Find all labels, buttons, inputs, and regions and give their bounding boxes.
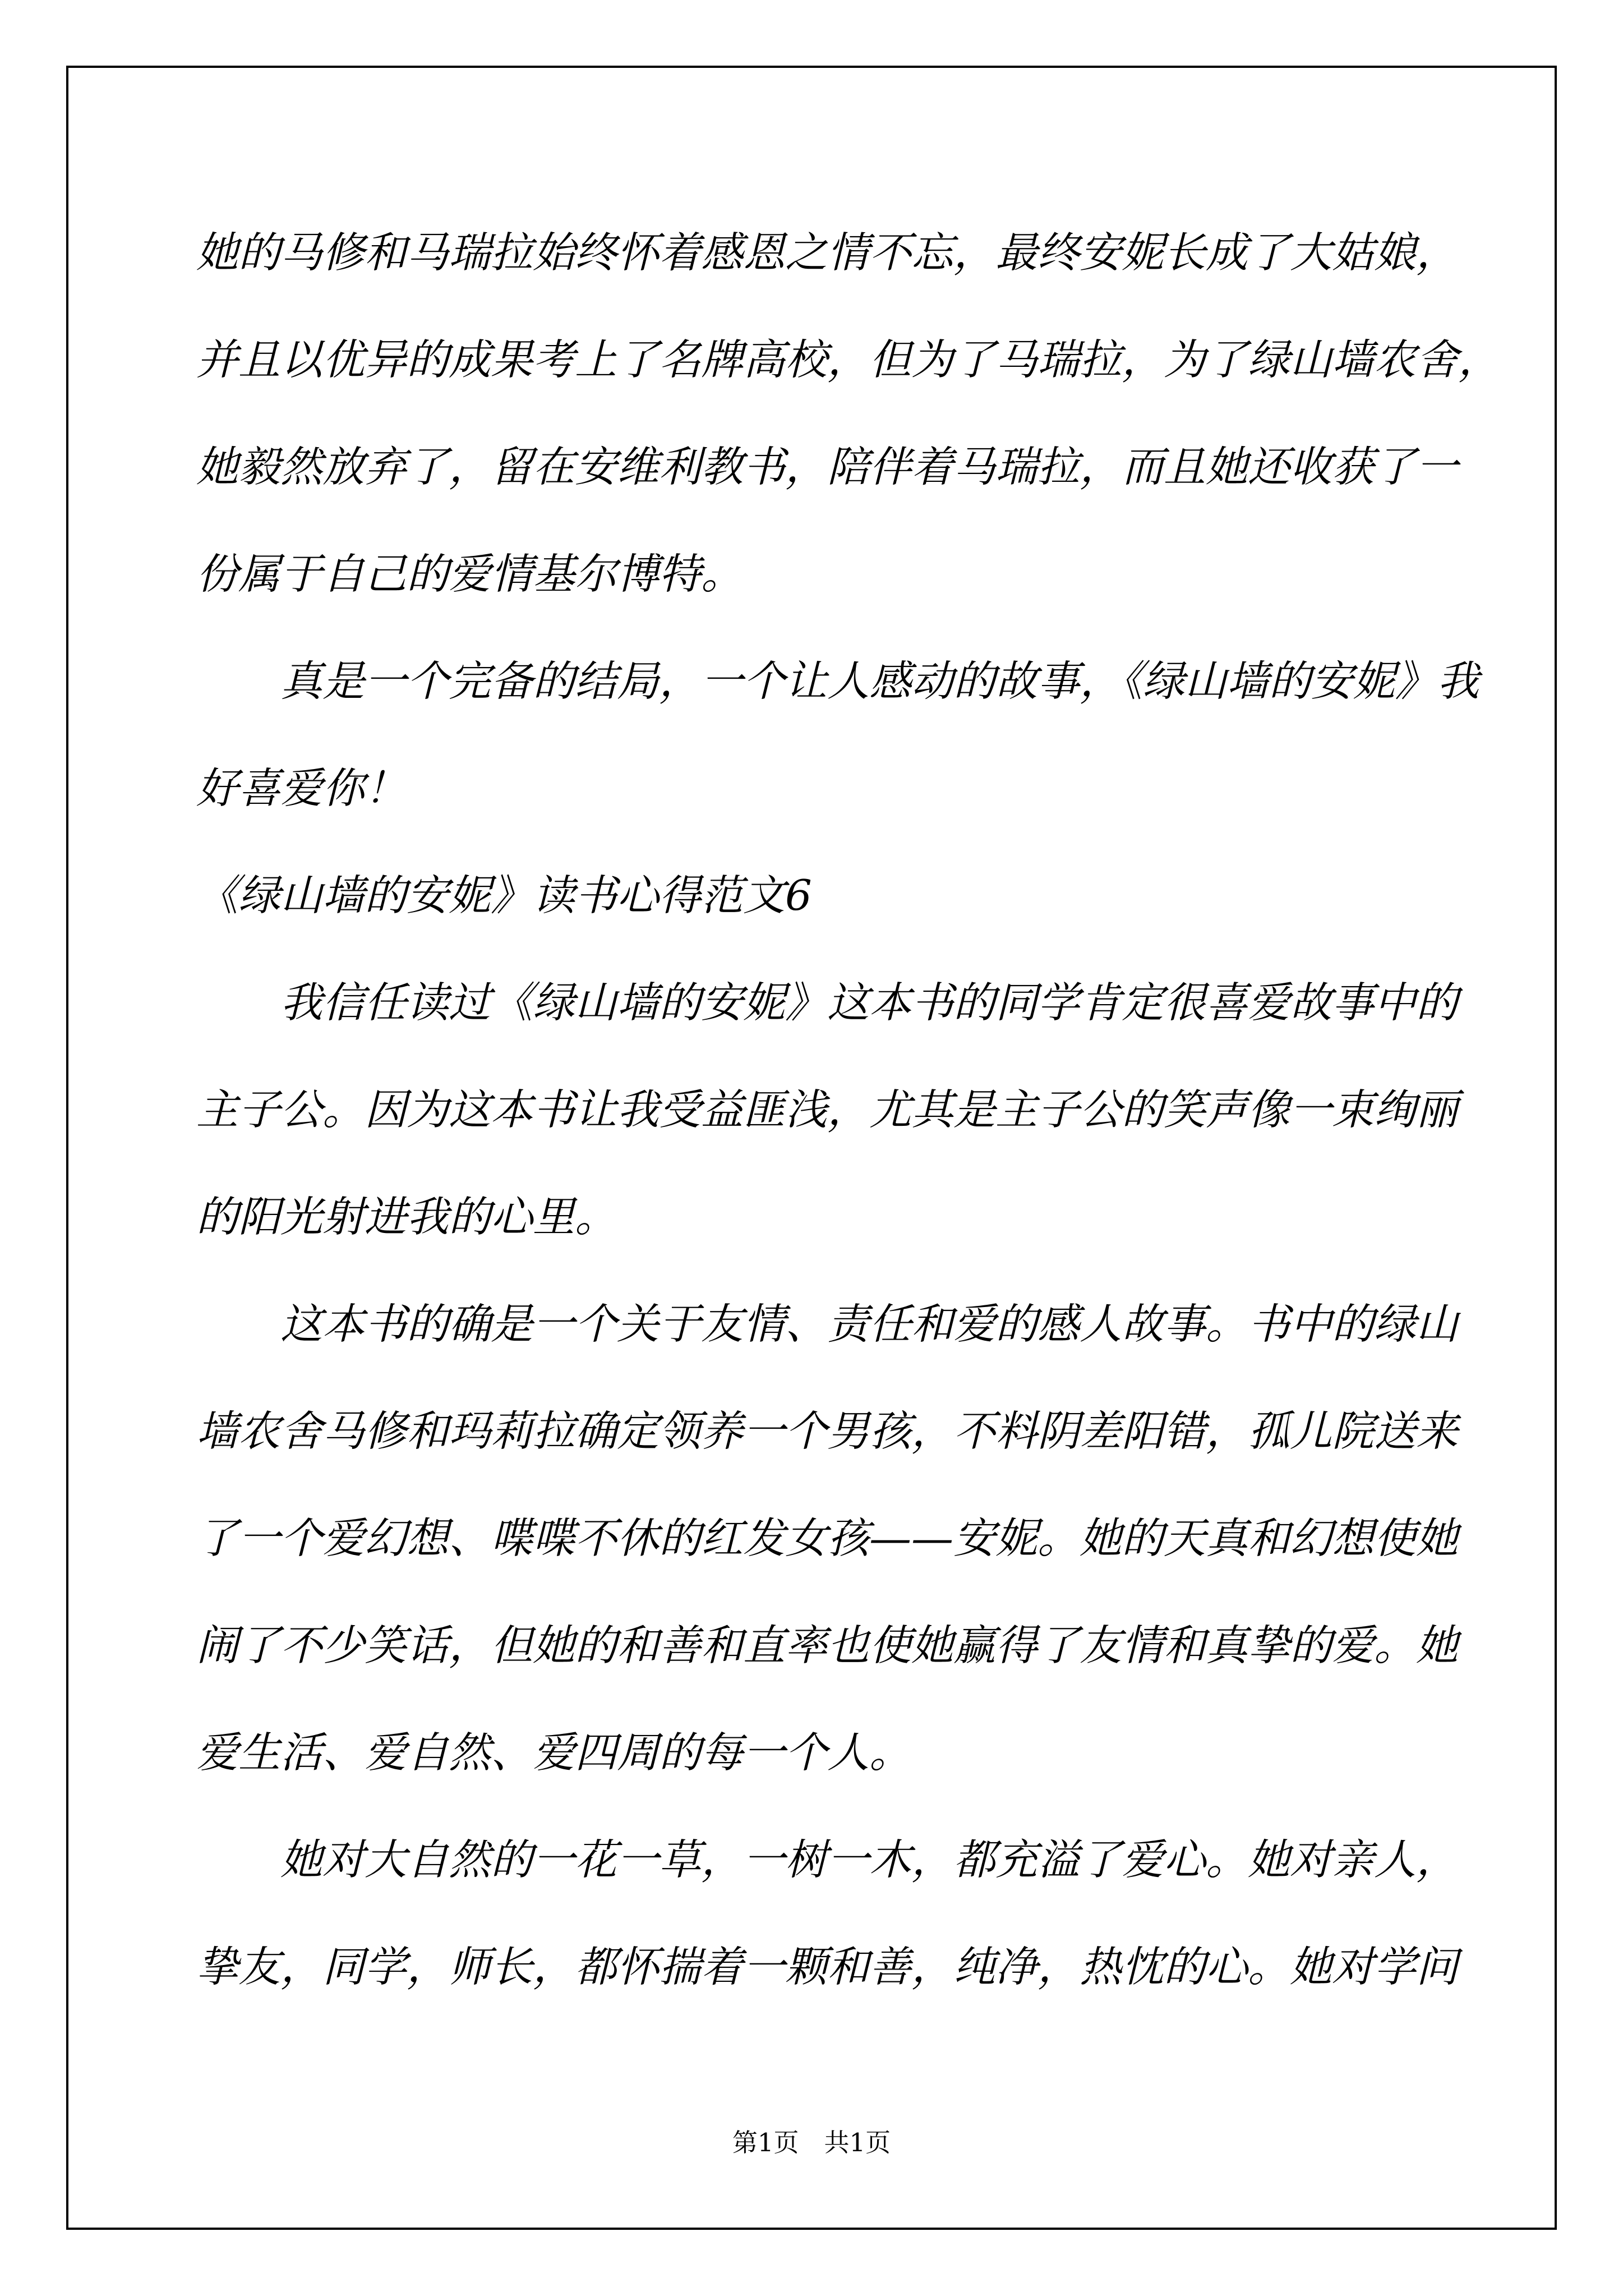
text-line: 她的马修和马瑞拉始终怀着感恩之情不忘，最终安妮长成了大姑娘， [196,228,1459,277]
text-line: 爱生活、爱自然、爱四周的每一个人。 [196,1728,912,1777]
text-line: 并且以优异的成果考上了名牌高校，但为了马瑞拉，为了绿山墙农舍， [196,335,1501,384]
text-line: 的阳光射进我的心里。 [196,1192,617,1241]
text-line: 我信任读过《绿山墙的安妮》这本书的同学肯定很喜爱故事中的 [280,978,1459,1027]
page-indicator: 第1页 共1页 [732,2128,891,2157]
text-line: 好喜爱你！ [196,763,407,813]
document-body [196,199,1501,2021]
text-line: 她毅然放弃了，留在安维利教书，陪伴着马瑞拉，而且她还收获了一 [196,442,1459,491]
text-line: 真是一个完备的结局，一个让人感动的故事，《绿山墙的安妮》我 [280,656,1479,706]
text-line: 墙农舍马修和玛莉拉确定领养一个男孩，不料阴差阳错，孤儿院送来 [196,1406,1459,1456]
text-line: 挚友，同学，师长，都怀揣着一颗和善，纯净，热忱的心。她对学问 [196,1942,1459,1991]
text-line: 她对大自然的一花一草，一树一木，都充溢了爱心。她对亲人， [280,1835,1459,1884]
text-line: 主子公。因为这本书让我受益匪浅，尤其是主子公的笑声像一束绚丽 [196,1085,1459,1134]
text-line: 这本书的确是一个关于友情、责任和爱的感人故事。书中的绿山 [280,1299,1459,1349]
text-line: 闹了不少笑话，但她的和善和直率也使她赢得了友情和真挚的爱。她 [196,1621,1459,1670]
text-line: 份属于自己的爱情基尔博特。 [196,549,744,599]
text-line: 《绿山墙的安妮》读书心得范文6 [196,871,812,920]
page-footer [66,2128,1557,2157]
text-line: 了一个爱幻想、喋喋不休的红发女孩——安妮。她的天真和幻想使她 [196,1513,1459,1563]
